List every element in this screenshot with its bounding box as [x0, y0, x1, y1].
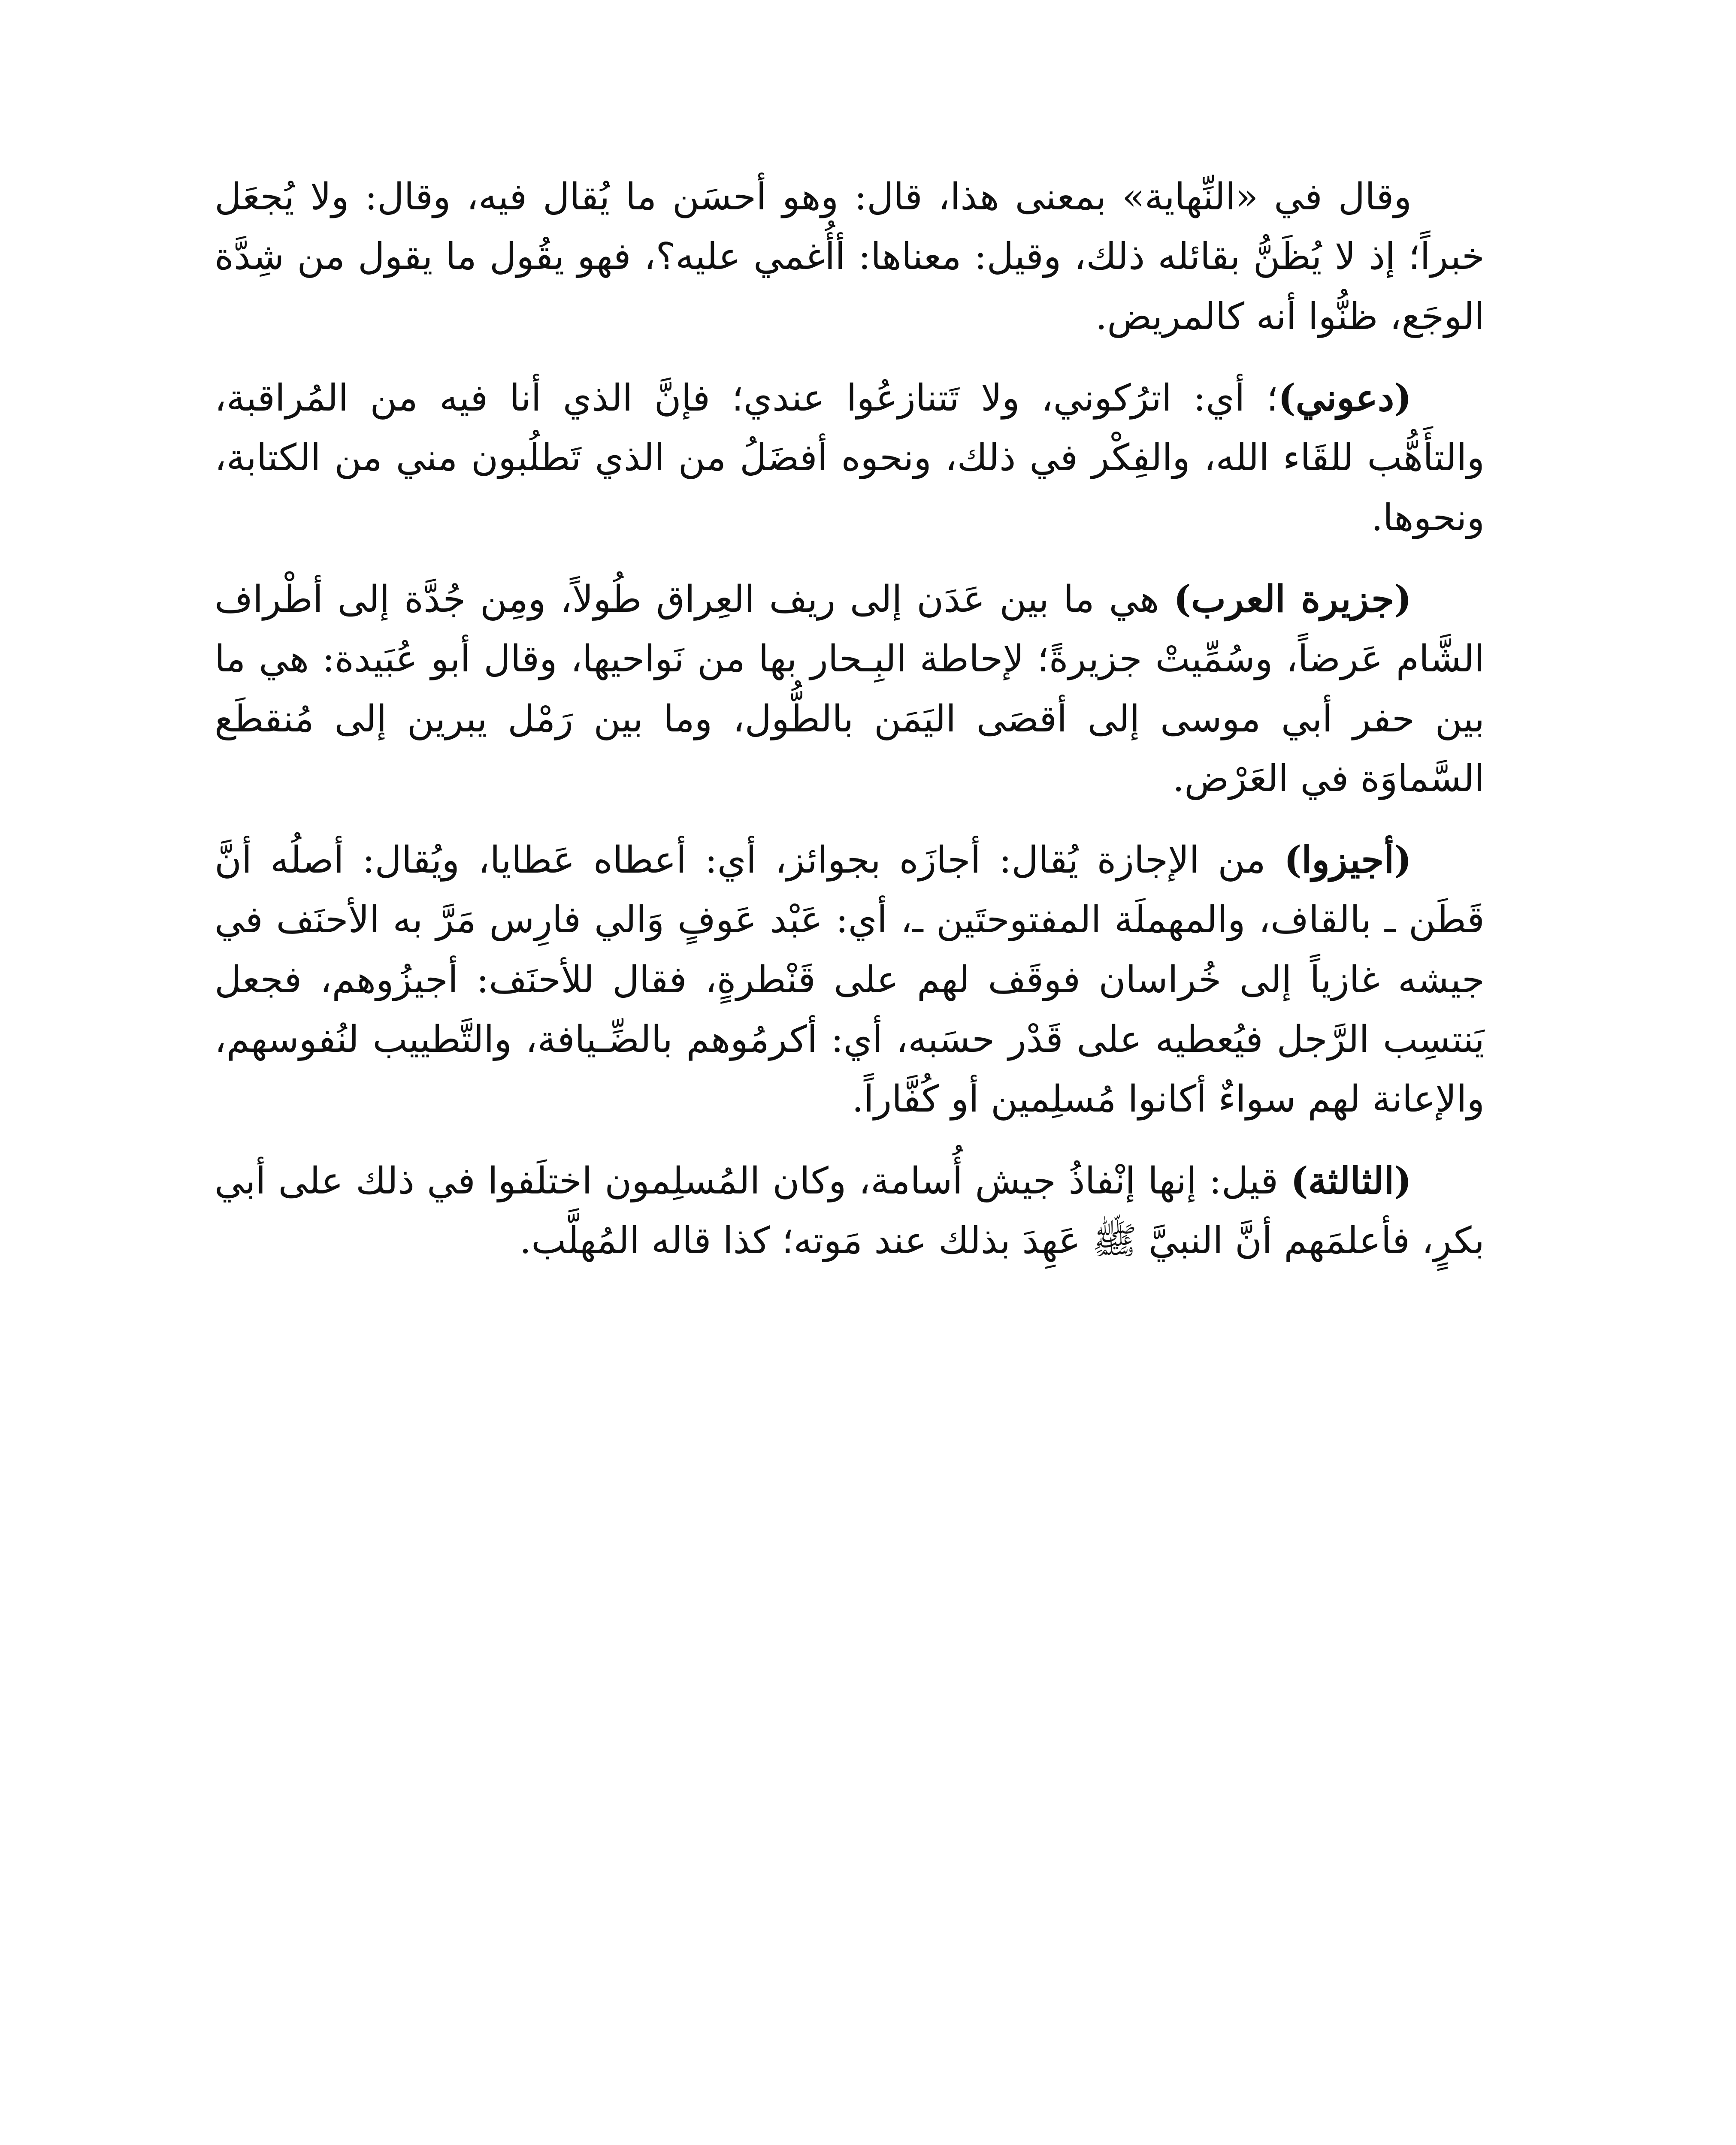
paragraph-2 — [215, 368, 1485, 548]
paragraph-1-text: وقال في «النِّهاية» بمعنى هذا، قال: وهو أحسَن ما يُقال فيه، وقال: ولا يُجعَل خبراً؛ إذ لا يُظَنُّ بقائله ذلك، وقيل: معناها: أأُغمي عليه؟، فهو يقُول ما يقول من شِدَّة الوجَع، ظنُّوا أنه كالمريض. — [215, 175, 1485, 338]
paragraph-4 — [215, 830, 1485, 1130]
paragraph-5-text: قيل: إنها إنْفاذُ جيش أُسامة، وكان المُسلِمون اختلَفوا في ذلك على أبي بكرٍ، فأعلمَهم أنَّ النبيَّ ﷺ عَهِدَ بذلك عند مَوته؛ كذا قاله المُهلَّب. — [215, 1159, 1485, 1262]
paragraph-2-text: ؛ أي: اترُكوني، ولا تَتنازعُوا عندي؛ فإنَّ الذي أنا فيه من المُراقبة، والتأَهُّب للقَاء الله، والفِكْر في ذلك، ونحوه أفضَلُ من الذي تَطلُبون مني من الكتابة، ونحوها. — [215, 376, 1485, 539]
paragraph-3 — [215, 569, 1485, 809]
paragraph-3-text: هي ما بين عَدَن إلى ريف العِراق طُولاً، ومِن جُدَّة إلى أطْراف الشَّام عَرضاً، وسُمِّيتْ جزيرةً؛ لإحاطة البِـحار بها من نَواحيها، وقال أبو عُبَيدة: هي ما بين حفر أبي موسى إلى أقصَى اليَمَن بالطُّول، وما بين رَمْل يبرين إلى مُنقطَع السَّماوَة في العَرْض. — [215, 577, 1485, 800]
paragraph-4-term: (أجيزوا) — [1284, 838, 1412, 882]
main-text — [215, 167, 1485, 1292]
paragraph-2-term: (دعوني) — [1278, 376, 1412, 420]
paragraph-5-term: (الثالثة) — [1291, 1159, 1412, 1202]
paragraph-3-term: (جزيرة العرب) — [1173, 577, 1412, 621]
paragraph-5 — [215, 1151, 1485, 1271]
paragraph-1 — [215, 167, 1485, 347]
paragraph-4-text: من الإجازة يُقال: أجازَه بجوائز، أي: أعطاه عَطايا، ويُقال: أصلُه أنَّ قَطَن ـ بالقاف، والمهملَة المفتوحتَين ـ، أي: عَبْد عَوفٍ وَالي فارِس مَرَّ به الأحنَف في جيشه غازياً إلى خُراسان فوقَف لهم على قَنْطرةٍ، فقال للأحنَف: أجيزُوهم، فجعل يَنتسِب الرَّجل فيُعطيه على قَدْر حسَبه، أي: أكرمُوهم بالضِّـيافة، والتَّطييب لنُفوسهم، والإعانة لهم سواءٌ أكانوا مُسلِمين أو كُفَّاراً. — [215, 839, 1485, 1121]
